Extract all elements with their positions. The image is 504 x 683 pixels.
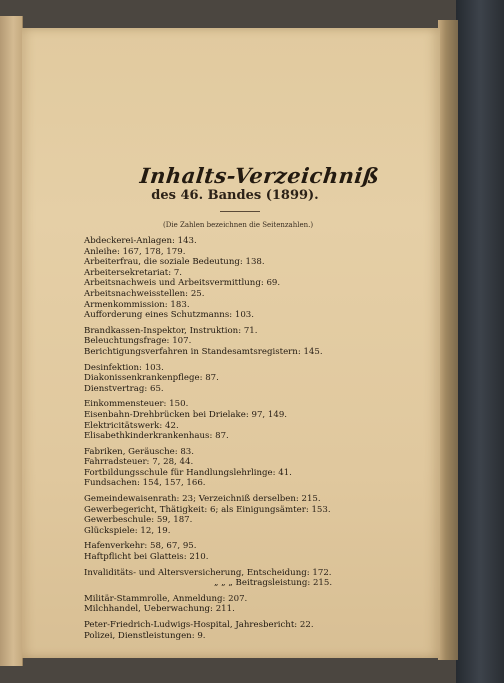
- entry-label: Arbeitsnachweis und Arbeitsvermittlung:: [84, 278, 267, 289]
- entry-pages: 210.: [189, 552, 209, 563]
- entry-pages: 41.: [278, 467, 292, 478]
- entry-label: Desinfektion:: [84, 362, 145, 373]
- index-entry: [84, 526, 384, 537]
- entry-pages: 59, 187.: [156, 515, 193, 526]
- entry-pages: 58, 67, 95.: [150, 541, 197, 552]
- index-entry: [84, 373, 384, 384]
- entry-pages: 143.: [177, 236, 197, 246]
- index-entry: [84, 336, 384, 347]
- entry-pages: 138.: [245, 257, 265, 268]
- entry-pages: 150.: [169, 399, 189, 410]
- entry-pages: 145.: [303, 346, 323, 357]
- entry-pages: 207.: [228, 593, 248, 604]
- index-entry: [84, 620, 384, 631]
- entry-label: Invaliditäts- und Altersversicherung, Entscheidung:: [84, 567, 313, 578]
- index-entry: [84, 431, 384, 442]
- entry-pages: 25.: [190, 288, 205, 299]
- index-entry: [84, 289, 384, 300]
- page-title: Inhalts-Verzeichniß: [138, 163, 381, 188]
- entry-pages: 87.: [205, 373, 219, 384]
- index-entry: [84, 604, 384, 615]
- entry-pages: 22.: [299, 620, 314, 630]
- entry-label: Arbeitsnachweisstellen:: [84, 288, 191, 299]
- entry-label: Fahrradsteuer:: [84, 457, 153, 468]
- entry-label: Abdeckerei-Anlagen:: [84, 236, 178, 246]
- entry-label: Anleihe:: [84, 246, 123, 257]
- index-entry: [84, 541, 384, 552]
- page-note: (Die Zahlen bezeichnen die Seitenzahlen.): [163, 221, 314, 229]
- entry-pages: 211.: [215, 604, 235, 615]
- index-entry: [84, 515, 384, 526]
- entry-label: Gemeindewaisenrath: 23; Verzeichniß derselben:: [84, 494, 302, 505]
- entry-pages: 7.: [173, 267, 183, 278]
- entry-label: Beleuchtungsfrage:: [84, 336, 173, 347]
- index-entry: [84, 300, 384, 311]
- entry-pages: 83.: [180, 446, 195, 457]
- entry-pages: 12, 19.: [140, 525, 171, 536]
- index-entry: [84, 552, 384, 563]
- entry-label: Eisenbahn-Drehbrücken bei Drielake:: [84, 409, 252, 420]
- entry-label: Polizei, Dienstleistungen:: [84, 630, 198, 641]
- book-page-edges: [438, 20, 458, 660]
- index-entry: [84, 457, 384, 468]
- entry-label: Arbeitersekretariat:: [84, 267, 174, 278]
- entry-pages: 87.: [215, 431, 229, 442]
- index-list: [84, 236, 384, 641]
- index-entry: [84, 578, 384, 589]
- index-entry: [84, 568, 384, 579]
- entry-pages: 172.: [312, 567, 332, 578]
- entry-pages: 215.: [312, 578, 333, 589]
- entry-pages: 71.: [243, 325, 258, 336]
- entry-label: Arbeiterfrau, die soziale Bedeutung:: [84, 257, 246, 268]
- entry-pages: 107.: [172, 336, 192, 347]
- entry-label: Fortbildungsschule für Handlungslehrlinge:: [84, 467, 279, 478]
- entry-label: Hafenverkehr:: [84, 541, 151, 552]
- index-entry: [84, 347, 384, 358]
- index-entry: [84, 326, 384, 337]
- page-subtitle: des 46. Bandes (1899).: [151, 188, 319, 203]
- entry-label: Armenkommission:: [84, 299, 171, 310]
- entry-label: Militär-Stammrolle, Anmeldung:: [84, 593, 229, 604]
- entry-label: Einkommensteuer:: [84, 399, 170, 410]
- entry-pages: 65.: [150, 383, 164, 394]
- entry-label: Haftpflicht bei Glatteis:: [84, 552, 190, 563]
- entry-pages: 167, 178, 179.: [122, 246, 186, 257]
- entry-pages: 183.: [170, 299, 190, 310]
- index-entry: [84, 268, 384, 279]
- entry-pages: 103.: [234, 310, 254, 321]
- book-spine-edge: [0, 16, 23, 666]
- entry-label: Dienstvertrag:: [84, 383, 150, 394]
- scan-border: [456, 0, 504, 683]
- entry-label: Peter-Friedrich-Ludwigs-Hospital, Jahresbericht:: [84, 620, 300, 630]
- index-entry: [84, 594, 384, 605]
- index-entry: [84, 494, 384, 505]
- entry-label: Elisabethkinderkrankenhaus:: [84, 431, 216, 442]
- entry-label: Brandkassen-Inspektor, Instruktion:: [84, 325, 244, 336]
- index-entry: [84, 478, 384, 489]
- entry-label: Glückspiele:: [84, 525, 141, 536]
- index-entry: [84, 363, 384, 374]
- entry-pages: 103.: [144, 362, 164, 373]
- index-entry: [84, 421, 384, 432]
- index-entry: [84, 310, 384, 321]
- index-entry: [84, 505, 384, 516]
- entry-label: Milchhandel, Ueberwachung:: [84, 604, 216, 615]
- divider: [220, 211, 260, 212]
- index-entry: [84, 410, 384, 421]
- entry-label: „ „ „ Beitragsleistung:: [214, 578, 313, 589]
- entry-pages: 9.: [197, 630, 206, 641]
- entry-pages: 69.: [266, 278, 281, 289]
- index-entry: [84, 278, 384, 289]
- index-entry: [84, 447, 384, 458]
- index-entry: [84, 468, 384, 479]
- entry-pages: 215.: [301, 494, 321, 505]
- index-entry: [84, 384, 384, 395]
- entry-label: Berichtigungsverfahren in Standesamtsregistern:: [84, 346, 304, 357]
- entry-label: Fabriken, Geräusche:: [84, 446, 181, 457]
- entry-label: Gewerbegericht, Thätigkeit: 6; als Einigungsämter:: [84, 504, 312, 515]
- index-entry: [84, 631, 384, 642]
- entry-pages: 97, 149.: [251, 409, 288, 420]
- entry-label: Aufforderung eines Schutzmanns:: [84, 310, 235, 321]
- entry-pages: 153.: [311, 504, 331, 515]
- index-entry: [84, 236, 384, 247]
- entry-label: Fundsachen:: [84, 478, 143, 489]
- index-entry: [84, 257, 384, 268]
- entry-label: Elektricitätswerk:: [84, 420, 166, 431]
- entry-pages: 154, 157, 166.: [142, 478, 206, 489]
- entry-label: Gewerbeschule:: [84, 515, 157, 526]
- entry-pages: 42.: [165, 420, 179, 431]
- index-entry: [84, 399, 384, 410]
- entry-pages: 7, 28, 44.: [152, 457, 194, 468]
- entry-label: Diakonissenkrankenpflege:: [84, 373, 206, 384]
- index-entry: [84, 247, 384, 258]
